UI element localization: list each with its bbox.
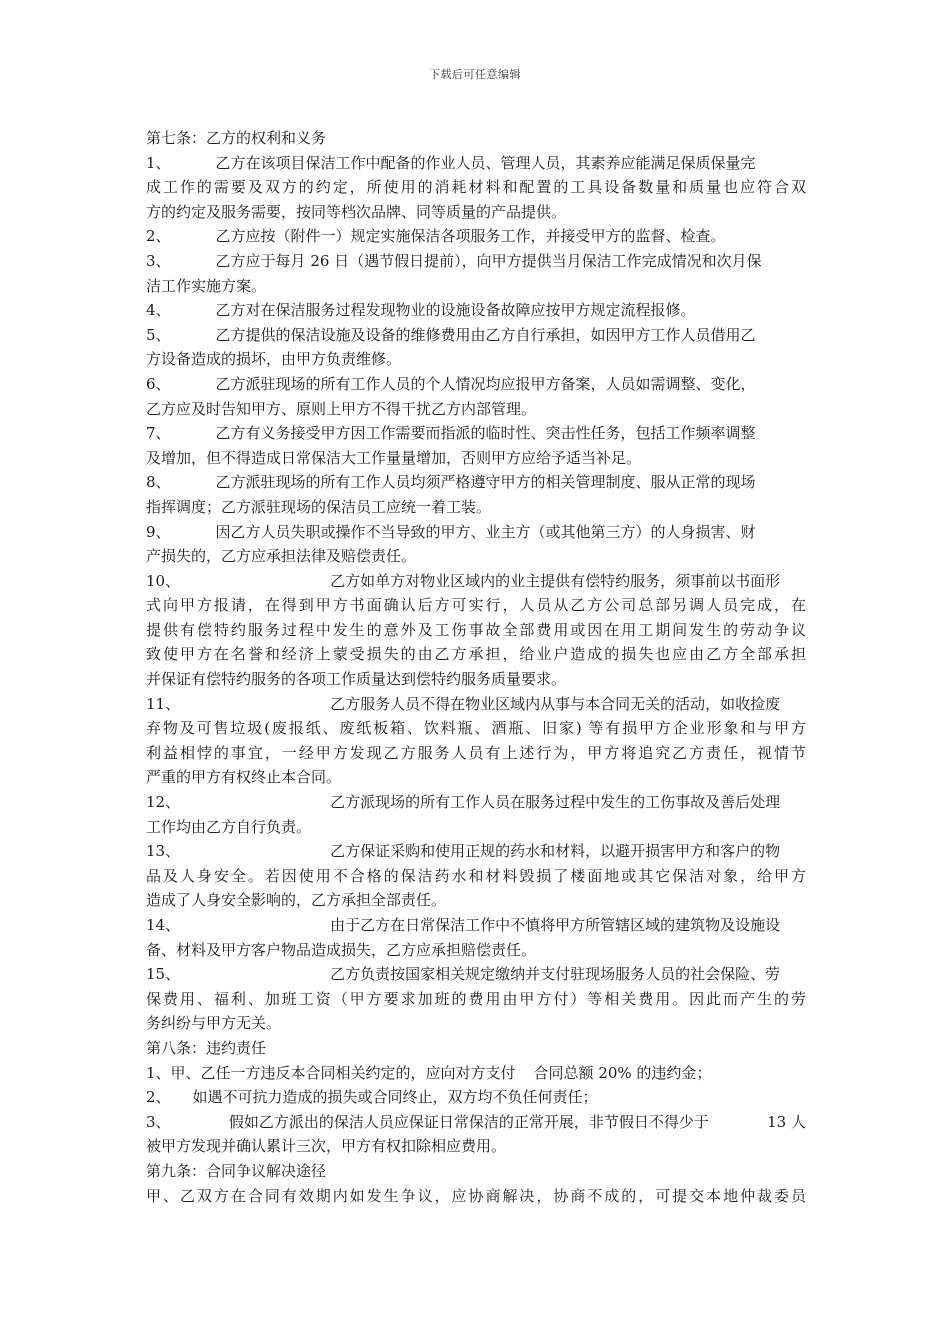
paragraph-line <box>146 987 806 1012</box>
item-number: 13、 <box>146 842 181 861</box>
paragraph-line <box>146 667 806 692</box>
line-text: 乙方派驻现场的所有工作人员均须严格遵守甲方的相关管理制度、服从正常的现场 <box>215 473 756 492</box>
paragraph-line <box>146 569 806 594</box>
line-text: 乙方负责按国家相关规定缴纳并支付驻现场服务人员的社会保险、劳 <box>330 965 781 984</box>
line-text: 如遇不可抗力造成的损失或合同终止，双方均不负任何责任； <box>192 1088 598 1107</box>
line-text: 并保证有偿特约服务的各项工作质量达到偿特约服务质量要求。 <box>146 670 567 689</box>
paragraph-line <box>146 175 806 200</box>
paragraph-line <box>146 397 806 422</box>
paragraph-line <box>146 298 806 323</box>
line-text: 洁工作实施方案。 <box>146 276 267 295</box>
line-text: 乙方派现场的所有工作人员在服务过程中发生的工伤事故及善后处理 <box>330 793 781 812</box>
paragraph-line <box>146 1184 806 1209</box>
paragraph-line <box>146 1134 806 1159</box>
line-text: 因乙方人员失职或操作不当导致的甲方、业主方（或其他第三方）的人身损害、财 <box>215 522 756 541</box>
line-text: 乙方对在保洁服务过程发现物业的设施设备故障应按甲方规定流程报修。 <box>215 301 696 320</box>
line-text: 第七条：乙方的权利和义务 <box>146 129 327 147</box>
line-text: 乙方服务人员不得在物业区域内从事与本合同无关的活动，如收捡废 <box>330 694 781 713</box>
paragraph-line <box>146 224 806 249</box>
line-text: 甲、乙双方在合同有效期内如发生争议，应协商解决，协商不成的，可提交本地仲裁委员 <box>146 1186 806 1205</box>
paragraph-line <box>146 421 806 446</box>
line-text: 乙方提供的保洁设施及设备的维修费用由乙方自行承担，如因甲方工作人员借用乙 <box>215 325 756 344</box>
item-number: 3、 <box>146 251 171 270</box>
page-header: 下载后可任意编辑 <box>429 68 521 81</box>
line-text: 被甲方发现并确认累计三次，甲方有权扣除相应费用。 <box>146 1137 507 1156</box>
item-number: 2、 <box>146 227 171 246</box>
line-text: 13 人 <box>767 1112 806 1131</box>
item-number: 5、 <box>146 325 171 344</box>
paragraph-line <box>146 1036 806 1061</box>
item-number: 3、 <box>146 1112 171 1131</box>
line-text: 假如乙方派出的保洁人员应保证日常保洁的正常开展，非节假日不得少于 <box>228 1112 709 1131</box>
line-text: 成工作的需要及双方的约定，所使用的消耗材料和配置的工具设备数量和质量也应符合双 <box>146 178 806 197</box>
item-number: 1、甲、乙任一方违反本合同相关约定的，应向对方支付 <box>146 1063 516 1082</box>
paragraph-line <box>146 1159 806 1184</box>
paragraph-line <box>146 126 806 151</box>
item-number: 9、 <box>146 522 171 541</box>
item-number: 14、 <box>146 916 181 934</box>
item-number: 7、 <box>146 424 171 443</box>
line-text: 工作均由乙方自行负责。 <box>146 817 312 836</box>
item-number: 15、 <box>146 965 181 984</box>
paragraph-line <box>146 790 806 815</box>
paragraph-line <box>146 1011 806 1036</box>
paragraph-line <box>146 544 806 569</box>
line-text: 致使甲方在名誉和经济上蒙受损失的由乙方承担，给业户造成的损失也应由乙方全部承担 <box>146 645 806 664</box>
paragraph-line <box>146 888 806 913</box>
paragraph-line <box>146 864 806 889</box>
paragraph-line <box>146 347 806 372</box>
paragraph-line <box>146 151 806 176</box>
line-text: 产损失的，乙方应承担法律及赔偿责任。 <box>146 547 417 566</box>
item-number: 4、 <box>146 301 171 320</box>
paragraph-line <box>146 470 806 495</box>
paragraph-line <box>146 642 806 667</box>
line-text: 由于乙方在日常保洁工作中不慎将甲方所管辖区域的建筑物及设施设 <box>330 916 781 934</box>
paragraph-line <box>146 274 806 299</box>
line-text: 及增加，但不得造成日常保洁大工作量量增加，否则甲方应给予适当补足。 <box>146 448 642 467</box>
line-text: 利益相悖的事宜，一经甲方发现乙方服务人员有上述行为，甲方将追究乙方责任，视情节 <box>146 743 806 762</box>
line-text: 乙方应按（附件一）规定实施保洁各项服务工作，并接受甲方的监督、检查。 <box>215 227 726 246</box>
line-text: 乙方派驻现场的所有工作人员的个人情况均应报甲方备案，人员如需调整、变化， <box>215 374 756 393</box>
paragraph-line <box>146 372 806 397</box>
line-text: 式向甲方报请，在得到甲方书面确认后方可实行，人员从乙方公司总部另调人员完成，在 <box>146 596 806 615</box>
item-number: 6、 <box>146 374 171 393</box>
paragraph-line <box>146 1085 806 1110</box>
paragraph-line <box>146 765 806 790</box>
paragraph-line <box>146 741 806 766</box>
line-text: 提供有偿特约服务过程中发生的意外及工伤事故全部费用或因在用工期间发生的劳动争议 <box>146 620 806 639</box>
line-text: 第八条：违约责任 <box>146 1038 267 1057</box>
line-text: 合同总额 20% 的违约金； <box>533 1063 712 1082</box>
line-text: 务纠纷与甲方无关。 <box>146 1014 282 1033</box>
item-number: 1、 <box>146 153 171 172</box>
paragraph-line <box>146 446 806 471</box>
line-text: 保费用、福利、加班工资（甲方要求加班的费用由甲方付）等相关费用。因此而产生的劳 <box>146 989 806 1008</box>
paragraph-line <box>146 323 806 348</box>
paragraph-line <box>146 692 806 717</box>
paragraph-line <box>146 495 806 520</box>
line-text: 造成了人身安全影响的，乙方承担全部责任。 <box>146 891 447 910</box>
paragraph-line <box>146 938 806 963</box>
item-number: 10、 <box>146 571 181 590</box>
paragraph-line <box>146 913 806 938</box>
paragraph-line <box>146 520 806 545</box>
line-text: 弃物及可售垃圾(废报纸、废纸板箱、饮料瓶、酒瓶、旧家) 等有损甲方企业形象和与甲方 <box>146 719 806 738</box>
paragraph-line <box>146 249 806 274</box>
line-text: 第九条：合同争议解决途径 <box>146 1161 327 1180</box>
document-body <box>146 126 806 1208</box>
line-text: 乙方如单方对物业区域内的业主提供有偿特约服务，须事前以书面形 <box>330 571 781 590</box>
item-number: 11、 <box>146 694 181 713</box>
line-text: 乙方保证采购和使用正规的药水和材料，以避开损害甲方和客户的物 <box>330 842 781 861</box>
line-text: 备、材料及甲方客户物品造成损失，乙方应承担赔偿责任。 <box>146 940 537 959</box>
line-text: 乙方在该项目保洁工作中配备的作业人员、管理人员，其素养应能满足保质保量完 <box>215 153 756 172</box>
paragraph-line <box>146 593 806 618</box>
paragraph-line <box>146 962 806 987</box>
line-text: 指挥调度；乙方派驻现场的保洁员工应统一着工装。 <box>146 497 492 516</box>
paragraph-line <box>146 1110 806 1135</box>
item-number: 8、 <box>146 473 171 492</box>
line-text: 乙方应及时告知甲方、原则上甲方不得干扰乙方内部管理。 <box>146 399 537 418</box>
item-number: 12、 <box>146 793 181 812</box>
item-number: 2、 <box>146 1088 171 1107</box>
paragraph-line <box>146 839 806 864</box>
line-text: 乙方应于每月 26 日（遇节假日提前），向甲方提供当月保洁工作完成情况和次月保 <box>215 251 762 270</box>
paragraph-line <box>146 200 806 225</box>
line-text: 乙方有义务接受甲方因工作需要而指派的临时性、突击性任务，包括工作频率调整 <box>215 424 756 443</box>
line-text: 方设备造成的损坏，由甲方负责维修。 <box>146 350 402 369</box>
line-text: 严重的甲方有权终止本合同。 <box>146 768 342 787</box>
line-text: 品及人身安全。若因使用不合格的保洁药水和材料毁损了楼面地或其它保洁对象，给甲方 <box>146 866 806 885</box>
paragraph-line <box>146 618 806 643</box>
paragraph-line <box>146 1061 806 1086</box>
paragraph-line <box>146 716 806 741</box>
line-text: 方的约定及服务需要，按同等档次品牌、同等质量的产品提供。 <box>146 202 567 221</box>
paragraph-line <box>146 815 806 840</box>
